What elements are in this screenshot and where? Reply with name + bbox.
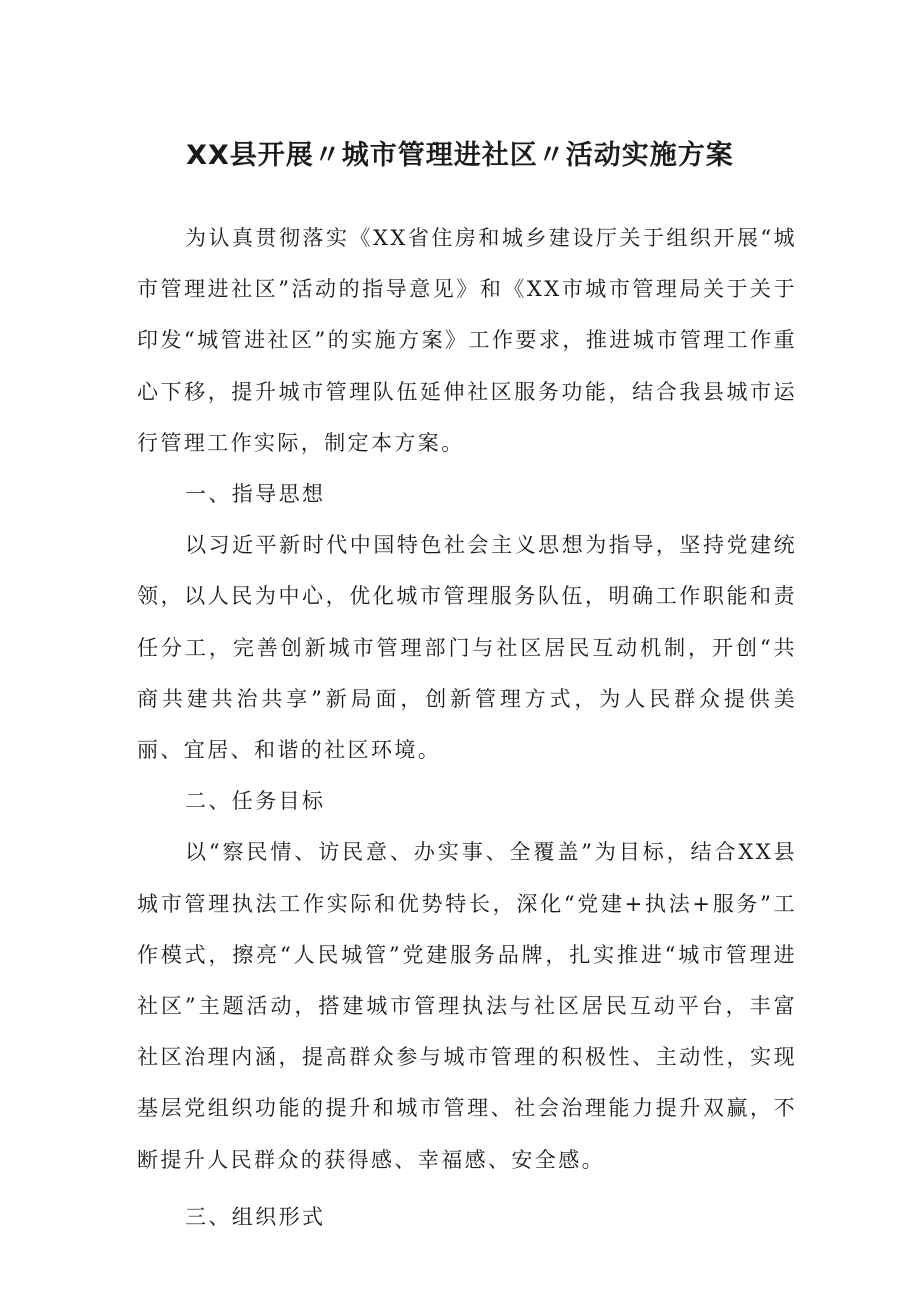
section-heading-guiding-ideology: 一、指导思想: [185, 482, 326, 507]
section-heading-organization-form: 三、组织形式: [185, 1204, 326, 1229]
section-body-guiding-ideology: 以习近平新时代中国特色社会主义思想为指导，坚持党建统领，以人民为中心，优化城市管理服务队伍，明确工作职能和责任分工，完善创新城市管理部门与社区居民互动机制，开创“共商共建共治共享”新局面，创新管理方式，为人民群众提供美丽、宜居、和谐的社区环境。: [137, 533, 797, 763]
document-title: XX县开展〃城市管理进社区〃活动实施方案: [186, 140, 734, 171]
document-body: [137, 213, 797, 1243]
section-heading-task-goals: 二、任务目标: [185, 789, 326, 814]
intro-paragraph: 为认真贯彻落实《XX省住房和城乡建设厅关于组织开展“城市管理进社区”活动的指导意见》和《XX市城市管理局关于关于印发“城管进社区”的实施方案》工作要求，推进城市管理工作重心下移，提升城市管理队伍延伸社区服务功能，结合我县城市运行管理工作实际，制定本方案。: [137, 226, 797, 455]
section-body-task-goals: 以“察民情、访民意、办实事、全覆盖”为目标，结合XX县城市管理执法工作实际和优势特长，深化“党建+执法+服务”工作模式，擦亮“人民城管”党建服务品牌，扎实推进“城市管理进社区”主题活动，搭建城市管理执法与社区居民互动平台，丰富社区治理内涵，提高群众参与城市管理的积极性、主动性，实现基层党组织功能的提升和城市管理、社会治理能力提升双赢，不断提升人民群众的获得感、幸福感、安全感。: [137, 840, 797, 1172]
